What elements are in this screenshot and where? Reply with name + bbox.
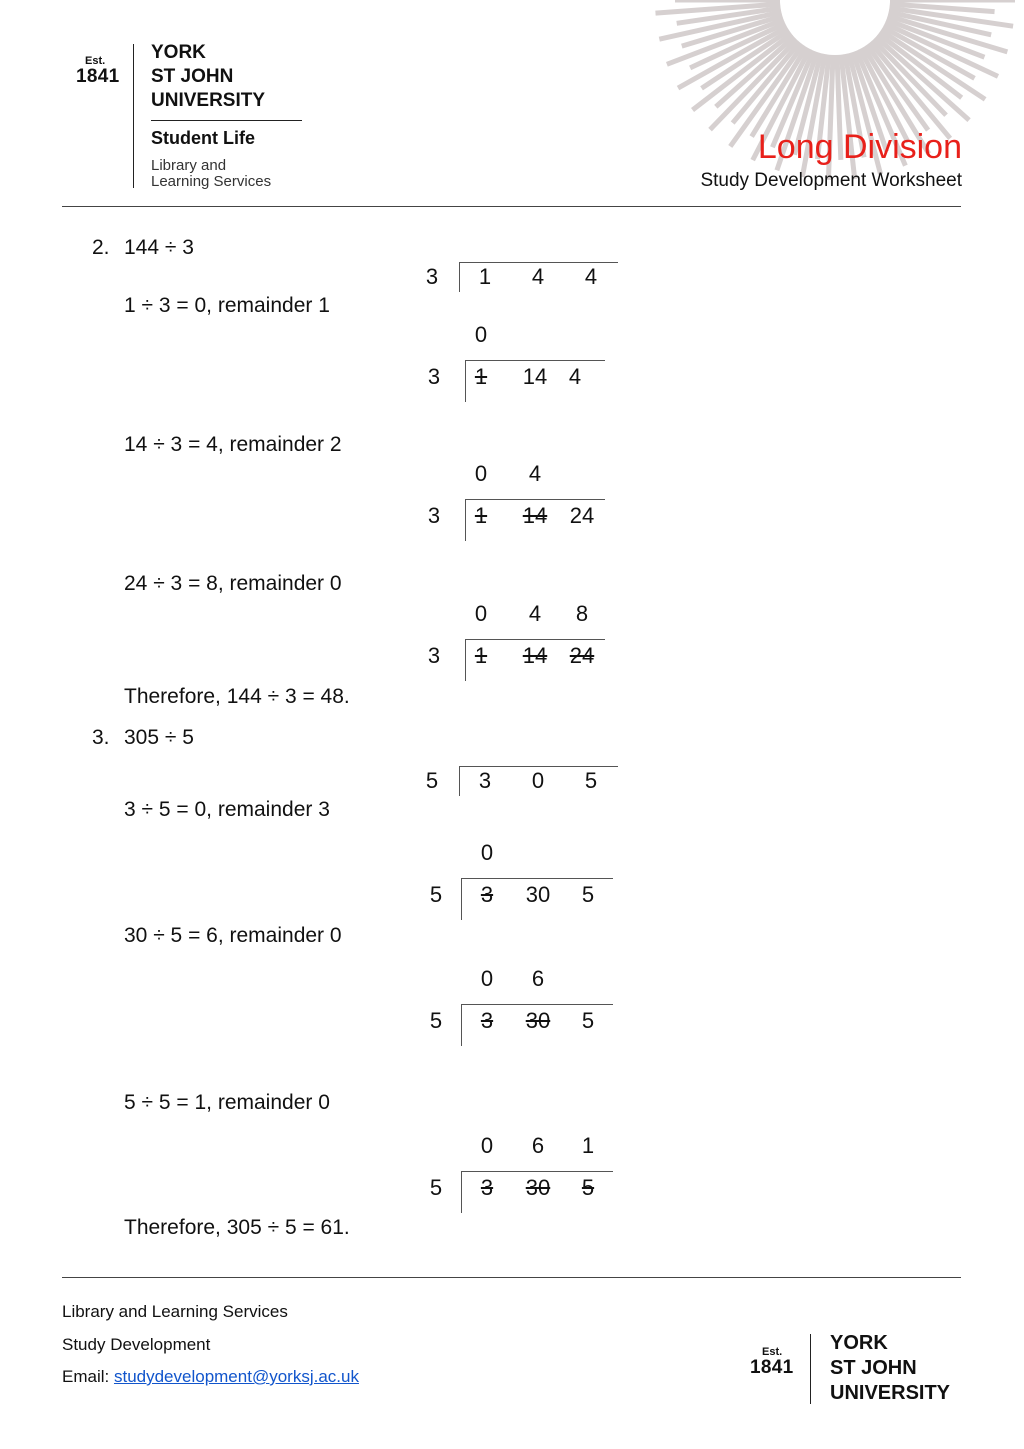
divisor: 5 [429, 1175, 443, 1200]
working-digit: 5 [581, 1008, 595, 1033]
working-digit: 30 [525, 882, 551, 907]
logo-est: Est. [85, 55, 106, 67]
step-explanation: 1 ÷ 3 = 0, remainder 1 [124, 294, 330, 317]
crossed-out-digit: 5 [581, 1175, 595, 1200]
problem-expression: 305 ÷ 5 [124, 726, 194, 749]
division-bar-left [461, 878, 462, 920]
footer-rule [62, 1277, 961, 1278]
division-bar-top [459, 766, 618, 767]
dividend-digit: 4 [531, 264, 545, 289]
conclusion: Therefore, 305 ÷ 5 = 61. [124, 1216, 350, 1239]
division-bar-top [465, 639, 605, 640]
quotient-digit: 0 [474, 322, 488, 347]
division-bar-left [461, 1171, 462, 1213]
crossed-out-digit: 3 [480, 882, 494, 907]
footer-email-label: Email: [62, 1367, 114, 1386]
dividend-digit: 5 [584, 768, 598, 793]
divisor: 5 [429, 882, 443, 907]
logo-sub-line-1: Library and [151, 157, 227, 174]
step-explanation: 5 ÷ 5 = 1, remainder 0 [124, 1091, 330, 1114]
problem-number: 3. [92, 726, 110, 749]
quotient-digit: 1 [581, 1133, 595, 1158]
dividend-digit: 1 [478, 264, 492, 289]
divisor: 3 [425, 264, 439, 289]
logo-divider [133, 44, 134, 188]
working-digit: 14 [522, 364, 548, 389]
division-bar-left [459, 766, 460, 796]
logo-year: 1841 [76, 66, 120, 87]
crossed-out-digit: 30 [525, 1175, 551, 1200]
crossed-out-digit: 14 [522, 503, 548, 528]
division-bar-left [461, 1004, 462, 1046]
division-bar-top [459, 262, 618, 263]
footer-logo-divider [810, 1334, 811, 1404]
problem-number: 2. [92, 236, 110, 259]
quotient-digit: 4 [528, 461, 542, 486]
working-digit: 5 [581, 882, 595, 907]
divisor: 3 [427, 643, 441, 668]
footer-logo-name-line-3: UNIVERSITY [830, 1382, 951, 1404]
dividend-digit: 4 [584, 264, 598, 289]
working-digit: 24 [569, 503, 595, 528]
division-bar-top [461, 1004, 613, 1005]
problem-expression: 144 ÷ 3 [124, 236, 194, 259]
logo-underline [151, 120, 302, 121]
document-subtitle: Study Development Worksheet [700, 170, 962, 191]
quotient-digit: 6 [531, 1133, 545, 1158]
quotient-digit: 0 [474, 601, 488, 626]
logo-sub-line-2: Learning Services [151, 173, 272, 190]
footer-line-1: Library and Learning Services [62, 1302, 288, 1321]
step-explanation: 24 ÷ 3 = 8, remainder 0 [124, 572, 342, 595]
footer-logo-name-line-2: ST JOHN [830, 1357, 917, 1379]
quotient-digit: 0 [474, 461, 488, 486]
division-bar-top [461, 1171, 613, 1172]
quotient-digit: 6 [531, 966, 545, 991]
logo-dept: Student Life [151, 128, 255, 148]
footer-email-link[interactable]: studydevelopment@yorksj.ac.uk [113, 1367, 359, 1386]
footer-logo-est: Est. [762, 1346, 783, 1358]
dividend-digit: 0 [531, 768, 545, 793]
quotient-digit: 0 [480, 1133, 494, 1158]
divisor: 3 [427, 364, 441, 389]
division-bar-left [459, 262, 460, 292]
logo-name-line-2: ST JOHN [151, 66, 234, 87]
logo-name-line-1: YORK [151, 42, 206, 63]
header-rule [62, 206, 961, 207]
crossed-out-digit: 30 [525, 1008, 551, 1033]
crossed-out-digit: 3 [480, 1175, 494, 1200]
footer-logo-name-line-1: YORK [830, 1332, 888, 1354]
footer-logo-year: 1841 [750, 1357, 794, 1378]
logo-name-line-3: UNIVERSITY [151, 90, 266, 111]
document-title: Long Division [757, 128, 962, 166]
quotient-digit: 4 [528, 601, 542, 626]
footer-email-line [62, 1367, 359, 1387]
footer-line-2: Study Development [62, 1335, 211, 1354]
quotient-digit: 0 [480, 840, 494, 865]
crossed-out-digit: 3 [480, 1008, 494, 1033]
division-bar-top [465, 360, 605, 361]
quotient-digit: 8 [575, 601, 589, 626]
crossed-out-digit: 1 [474, 364, 488, 389]
working-digit: 4 [568, 364, 582, 389]
step-explanation: 3 ÷ 5 = 0, remainder 3 [124, 798, 330, 821]
divisor: 5 [425, 768, 439, 793]
dividend-digit: 3 [478, 768, 492, 793]
division-bar-top [461, 878, 613, 879]
divisor: 5 [429, 1008, 443, 1033]
quotient-digit: 0 [480, 966, 494, 991]
step-explanation: 14 ÷ 3 = 4, remainder 2 [124, 433, 342, 456]
crossed-out-digit: 1 [474, 503, 488, 528]
crossed-out-digit: 1 [474, 643, 488, 668]
divisor: 3 [427, 503, 441, 528]
crossed-out-digit: 24 [569, 643, 595, 668]
step-explanation: 30 ÷ 5 = 6, remainder 0 [124, 924, 342, 947]
conclusion: Therefore, 144 ÷ 3 = 48. [124, 685, 350, 708]
division-bar-top [465, 499, 605, 500]
crossed-out-digit: 14 [522, 643, 548, 668]
